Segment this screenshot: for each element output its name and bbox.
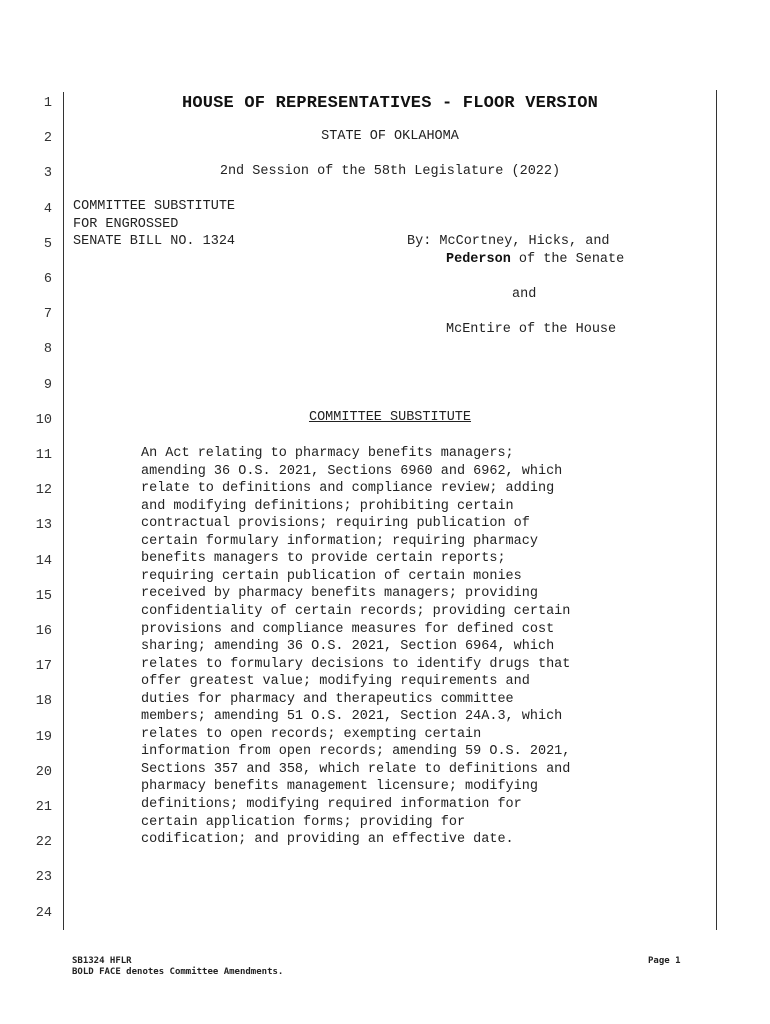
line-number: 23 bbox=[35, 870, 52, 886]
line-number: 12 bbox=[35, 483, 52, 499]
act-text-line: duties for pharmacy and therapeutics committee bbox=[141, 691, 514, 707]
session-line: 2nd Session of the 58th Legislature (2022) bbox=[219, 164, 561, 179]
bill-type-line2: FOR ENGROSSED bbox=[73, 217, 179, 232]
line-number: 7 bbox=[43, 307, 52, 323]
act-text-line: contractual provisions; requiring publication of bbox=[141, 516, 530, 532]
act-text-line: provisions and compliance measures for defined cost bbox=[141, 621, 555, 637]
line-number: 5 bbox=[43, 236, 52, 252]
line-number: 13 bbox=[35, 518, 52, 534]
act-text-line: confidentiality of certain records; providing certain bbox=[141, 603, 571, 619]
act-text-line: benefits managers to provide certain reports; bbox=[141, 551, 506, 567]
line-number: 6 bbox=[43, 272, 52, 287]
act-text-line: Sections 357 and 358, which relate to definitions and bbox=[141, 761, 571, 777]
line-number: 21 bbox=[35, 800, 52, 815]
author-amended-bold: Pederson bbox=[446, 252, 511, 267]
act-text-line: amending 36 O.S. 2021, Sections 6960 and 6962, which bbox=[141, 463, 563, 479]
line-number: 15 bbox=[35, 588, 52, 604]
committee-substitute-heading: COMMITTEE SUBSTITUTE bbox=[308, 410, 472, 425]
act-text-line: and modifying definitions; prohibiting certain bbox=[141, 498, 514, 514]
right-margin-rule bbox=[716, 90, 717, 930]
line-number: 17 bbox=[35, 659, 52, 675]
act-text-line: definitions; modifying required information for bbox=[141, 797, 522, 812]
act-text-line: offer greatest value; modifying requirements and bbox=[141, 674, 530, 690]
footer-page-number: Page 1 bbox=[648, 956, 681, 966]
act-text-line: members; amending 51 O.S. 2021, Section 24A.3, which bbox=[141, 709, 563, 725]
line-number: 19 bbox=[35, 729, 52, 745]
line-number: 22 bbox=[35, 835, 52, 851]
act-text-line: relates to formulary decisions to identify drugs that bbox=[141, 656, 571, 672]
line-number: 16 bbox=[35, 624, 52, 639]
authors-line: By: McCortney, Hicks, and bbox=[407, 234, 610, 249]
act-text-line: requiring certain publication of certain monies bbox=[141, 568, 522, 584]
footer-doc-id: SB1324 HFLR bbox=[72, 956, 132, 966]
line-number: 24 bbox=[35, 905, 52, 921]
act-text-line: pharmacy benefits management licensure; modifying bbox=[141, 779, 538, 795]
line-number: 1 bbox=[43, 96, 52, 111]
authors-and: and bbox=[512, 287, 537, 302]
act-text-line: codification; and providing an effective date. bbox=[141, 832, 514, 848]
authors-senate bbox=[446, 251, 624, 269]
left-margin-rule bbox=[63, 92, 64, 930]
line-number: 20 bbox=[35, 764, 52, 780]
line-number: 10 bbox=[35, 412, 52, 428]
footer-note: BOLD FACE denotes Committee Amendments. bbox=[72, 967, 284, 977]
line-number: 11 bbox=[35, 448, 52, 463]
line-number: 3 bbox=[43, 166, 52, 182]
act-text-line: relate to definitions and compliance review; adding bbox=[141, 481, 555, 497]
authors-senate-suffix: of the Senate bbox=[510, 252, 625, 267]
bill-type-line1: COMMITTEE SUBSTITUTE bbox=[73, 199, 236, 214]
document-title: HOUSE OF REPRESENTATIVES - FLOOR VERSION bbox=[181, 94, 599, 113]
line-number: 9 bbox=[43, 377, 52, 393]
act-text-line: relates to open records; exempting certain bbox=[141, 726, 482, 742]
line-number: 18 bbox=[35, 694, 52, 710]
act-text-line: An Act relating to pharmacy benefits managers; bbox=[141, 446, 514, 461]
line-number: 8 bbox=[43, 342, 52, 358]
line-number: 2 bbox=[43, 131, 52, 147]
line-number: 14 bbox=[35, 553, 52, 569]
line-number: 4 bbox=[43, 201, 52, 217]
act-text-line: certain formulary information; requiring pharmacy bbox=[141, 533, 538, 549]
act-text-line: certain application forms; providing for bbox=[141, 814, 466, 830]
act-text-line: sharing; amending 36 O.S. 2021, Section 6964, which bbox=[141, 639, 555, 655]
state-name: STATE OF OKLAHOMA bbox=[321, 129, 459, 144]
bill-number: SENATE BILL NO. 1324 bbox=[73, 234, 236, 249]
authors-house: McEntire of the House bbox=[446, 322, 617, 337]
act-text-line: received by pharmacy benefits managers; providing bbox=[141, 586, 538, 602]
act-text-line: information from open records; amending 59 O.S. 2021, bbox=[141, 744, 571, 760]
